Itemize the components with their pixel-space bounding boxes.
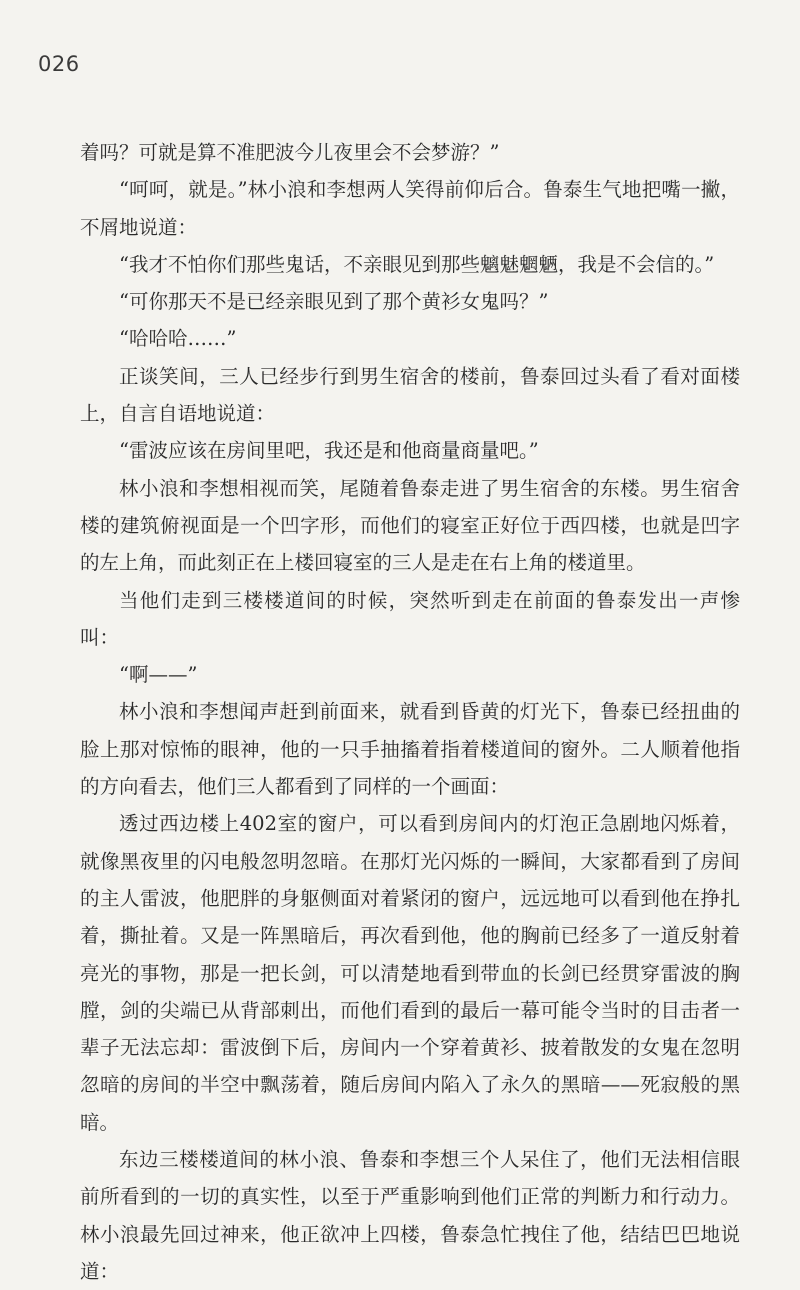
- paragraph: “雷波应该在房间里吧，我还是和他商量商量吧。”: [119, 439, 539, 463]
- paragraph: 林小浪和李想闻声赶到前面来，就看到昏黄的灯光下，鲁泰已经扭曲的脸上那对惊怖的眼神，他的一只手抽搐着指着楼道间的窗外。二人顺着他指的方向看去，他们三人都看到了同样的一个画面：: [80, 700, 740, 799]
- paragraph: “呵呵，就是。”林小浪和李想两人笑得前仰后合。鲁泰生气地把嘴一撇，不屑地说道：: [80, 178, 740, 239]
- paragraph: 透过西边楼上402室的窗户，可以看到房间内的灯泡正急剧地闪烁着，就像黑夜里的闪电般忽明忽暗。在那灯光闪烁的一瞬间，大家都看到了房间的主人雷波，他肥胖的身躯侧面对着紧闭的窗户，远远地可以看到他在挣扎着，撕扯着。又是一阵黑暗后，再次看到他，他的胸前已经多了一道反射着亮光的事物，那是一把长剑，可以清楚地看到带血的长剑已经贯穿雷波的胸膛，剑的尖端已从背部刺出，而他们看到的最后一幕可能令当时的目击者一辈子无法忘却：雷波倒下后，房间内一个穿着黄衫、披着散发的女鬼在忽明忽暗的房间的半空中飘荡着，随后房间内陷入了永久的黑暗——死寂般的黑暗。: [80, 812, 740, 1134]
- paragraph: 林小浪和李想相视而笑，尾随着鲁泰走进了男生宿舍的东楼。男生宿舍楼的建筑俯视面是一个凹字形，而他们的寝室正好位于西四楼，也就是凹字的左上角，而此刻正在上楼回寝室的三人是走在右上角的楼道里。: [80, 476, 740, 575]
- paragraph: 着吗？可就是算不准肥波今儿夜里会不会梦游？”: [80, 141, 500, 164]
- paragraph: 正谈笑间，三人已经步行到男生宿舍的楼前，鲁泰回过头看了看对面楼上，自言自语地说道：: [80, 364, 740, 426]
- paragraph: “哈哈哈……”: [119, 327, 237, 351]
- body-text: [80, 134, 740, 1290]
- paragraph: 当他们走到三楼楼道间的时候，突然听到走在前面的鲁泰发出一声惨叫：: [80, 588, 740, 649]
- paragraph: “我才不怕你们那些鬼话，不亲眼见到那些魑魅魍魉，我是不会信的。”: [119, 252, 715, 276]
- paragraph: “可你那天不是已经亲眼见到了那个黄衫女鬼吗？”: [119, 290, 549, 314]
- page-number: 026: [38, 52, 80, 76]
- paragraph: “啊——”: [119, 663, 198, 687]
- paragraph: 东边三楼楼道间的林小浪、鲁泰和李想三个人呆住了，他们无法相信眼前所看到的一切的真实性，以至于严重影响到他们正常的判断力和行动力。林小浪最先回过神来，他正欲冲上四楼，鲁泰急忙拽住了他，结结巴巴地说道：: [80, 1148, 740, 1283]
